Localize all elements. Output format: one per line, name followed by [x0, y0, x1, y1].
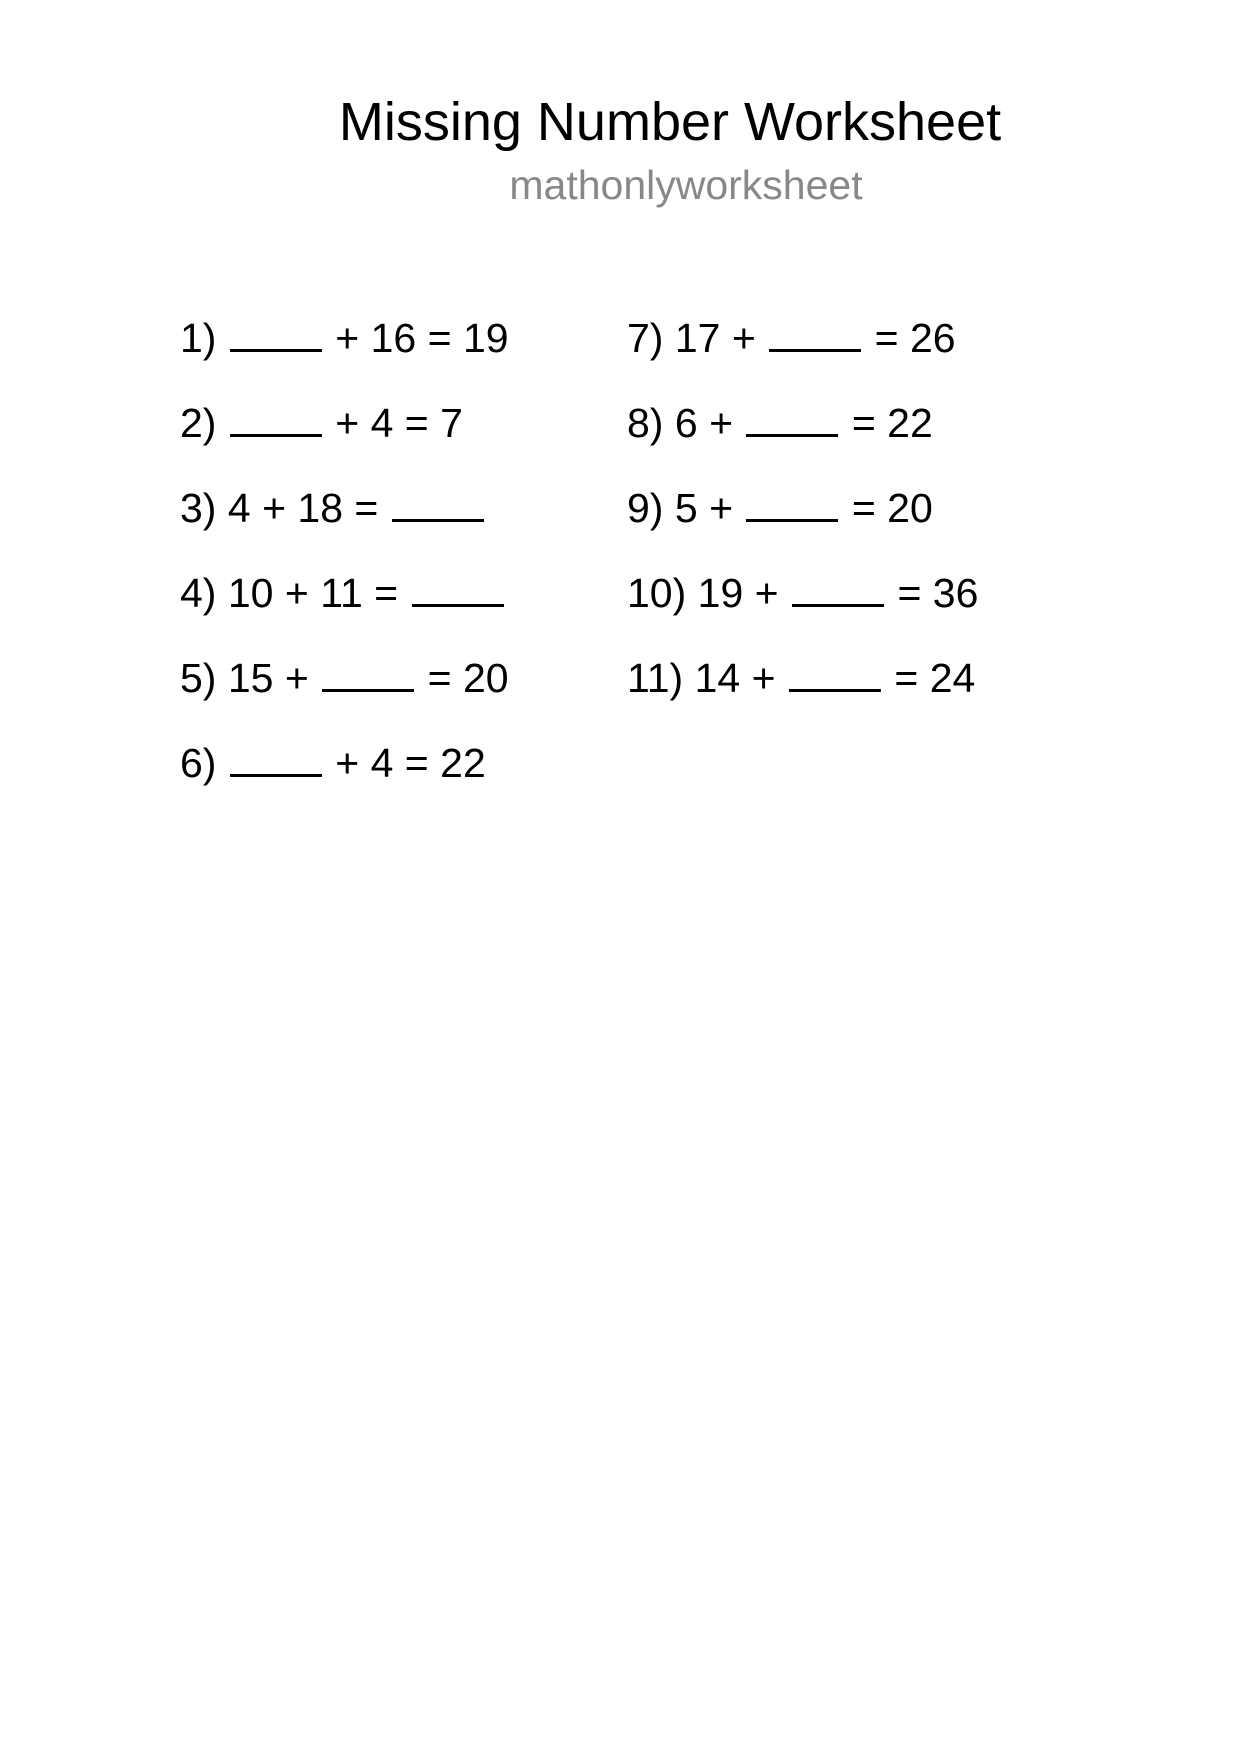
problem-text-after: = 20: [851, 485, 933, 531]
problem-number: 4): [180, 570, 217, 616]
problem-text-before: 5 +: [674, 485, 734, 531]
problem-number: 7): [627, 315, 664, 361]
problem-number: 5): [180, 655, 217, 701]
answer-blank[interactable]: [769, 317, 861, 352]
answer-blank[interactable]: [746, 487, 838, 522]
problems-left-column: [180, 308, 509, 818]
problem-number: 10): [627, 570, 687, 616]
problem-3: [180, 478, 509, 563]
problem-4: [180, 563, 509, 648]
problem-7: [627, 308, 978, 393]
problems-right-column: [627, 308, 978, 733]
problem-number: 3): [180, 485, 217, 531]
problem-text-before: 17 +: [674, 315, 756, 361]
problem-1: [180, 308, 509, 393]
problem-text-before: 19 +: [697, 570, 779, 616]
answer-blank[interactable]: [322, 657, 414, 692]
problem-text-after: = 26: [874, 315, 956, 361]
problem-number: 11): [627, 655, 684, 701]
problem-number: 8): [627, 400, 664, 446]
problem-text-after: = 20: [427, 655, 509, 701]
problem-6: [180, 733, 509, 818]
problem-number: 1): [180, 315, 217, 361]
problem-text-after: = 36: [897, 570, 979, 616]
problem-number: 9): [627, 485, 664, 531]
problem-9: [627, 478, 978, 563]
problem-number: 2): [180, 400, 217, 446]
problem-5: [180, 648, 509, 733]
problem-text-after: + 4 = 7: [335, 400, 463, 446]
problem-10: [627, 563, 978, 648]
problem-text-after: = 22: [851, 400, 933, 446]
worksheet-subtitle: mathonlyworksheet: [509, 162, 863, 208]
problem-text-after: = 24: [894, 655, 976, 701]
problem-2: [180, 393, 509, 478]
problem-text-before: 14 +: [694, 655, 776, 701]
answer-blank[interactable]: [392, 487, 484, 522]
answer-blank[interactable]: [412, 572, 504, 607]
answer-blank[interactable]: [789, 657, 881, 692]
answer-blank[interactable]: [230, 317, 322, 352]
problem-8: [627, 393, 978, 478]
answer-blank[interactable]: [230, 402, 322, 437]
answer-blank[interactable]: [230, 742, 322, 777]
problem-11: [627, 648, 978, 733]
answer-blank[interactable]: [792, 572, 884, 607]
problem-number: 6): [180, 740, 217, 786]
problem-text-before: 10 + 11 =: [227, 570, 399, 616]
answer-blank[interactable]: [746, 402, 838, 437]
problem-text-before: 6 +: [674, 400, 734, 446]
problem-text-before: 15 +: [227, 655, 309, 701]
problem-text-after: + 16 = 19: [335, 315, 509, 361]
problem-text-after: + 4 = 22: [335, 740, 486, 786]
worksheet-title: Missing Number Worksheet: [338, 92, 1002, 152]
problem-text-before: 4 + 18 =: [227, 485, 379, 531]
